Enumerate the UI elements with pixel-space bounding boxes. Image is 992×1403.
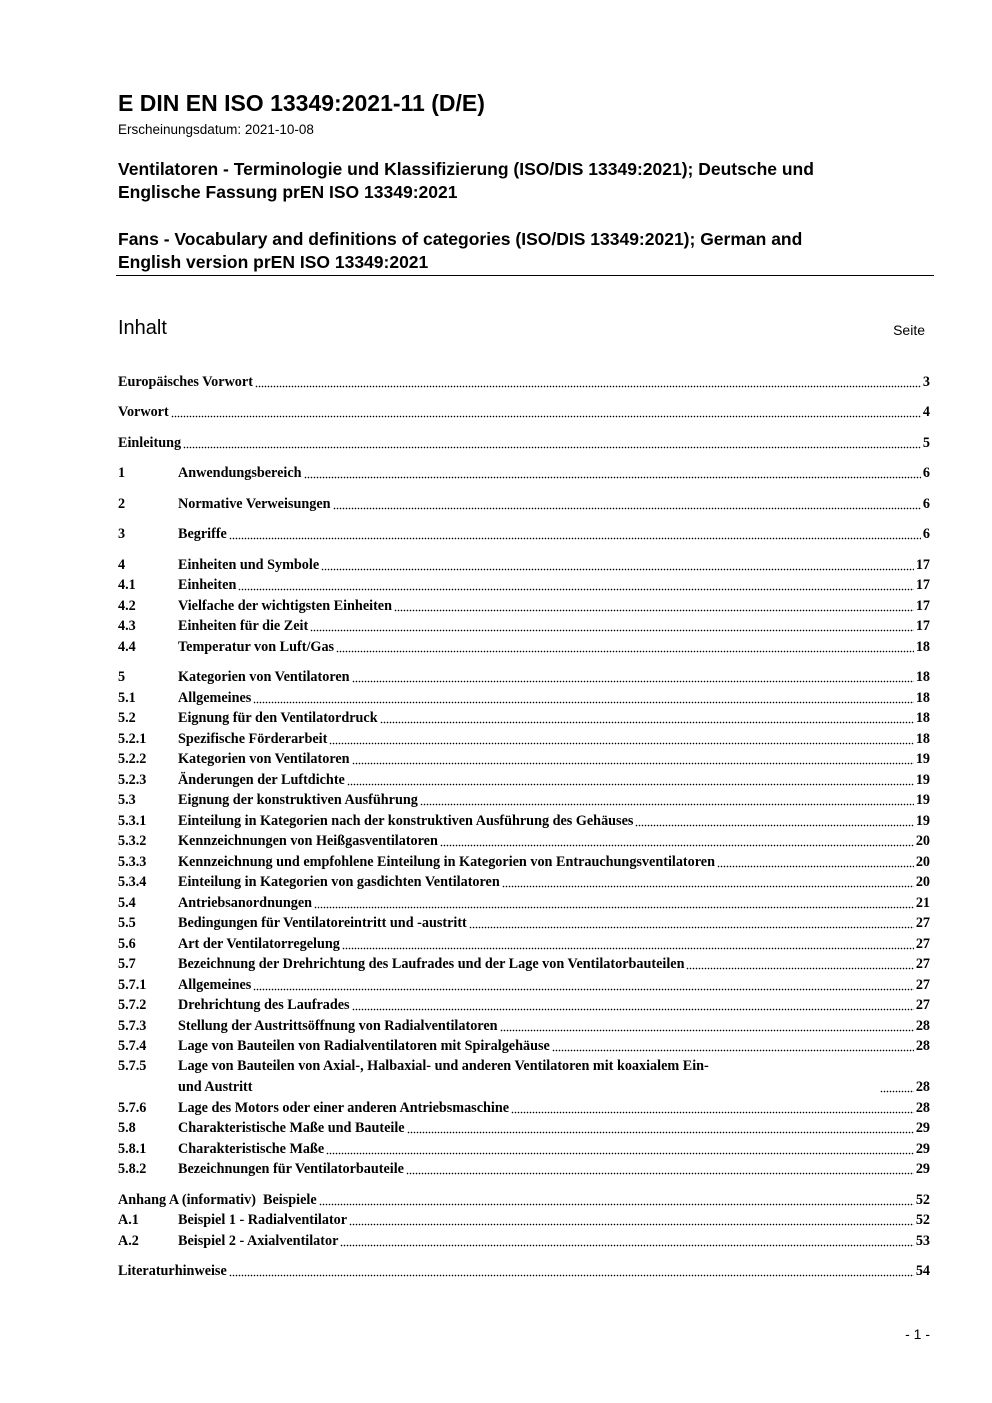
toc-entry[interactable] xyxy=(118,1261,930,1282)
toc-entry-page: 27 xyxy=(915,997,930,1013)
toc-entry-title: Allgemeines xyxy=(178,976,252,993)
toc-entry[interactable] xyxy=(118,667,930,688)
toc-entry-number: 3 xyxy=(118,526,126,542)
toc-entry-number: 5.7.4 xyxy=(118,1038,147,1054)
toc-entry-title: Literaturhinweise xyxy=(118,1263,227,1279)
toc-entry[interactable] xyxy=(118,1036,930,1057)
toc-entry-number: A.2 xyxy=(118,1232,139,1249)
toc-entry-title: Beispiel 2 - Axialventilator xyxy=(178,1232,339,1249)
toc-entry-page: 28 xyxy=(915,1017,930,1034)
toc-entry-number: 5.3.4 xyxy=(118,874,147,890)
toc-entry[interactable] xyxy=(118,595,930,616)
toc-entry-page: 20 xyxy=(915,833,930,849)
toc-entry[interactable] xyxy=(118,575,930,596)
toc-dot-leader xyxy=(880,1079,914,1093)
toc-dot-leader xyxy=(500,1018,914,1032)
toc-dot-leader xyxy=(352,751,914,765)
toc-dot-leader xyxy=(326,1141,914,1155)
toc-entry-number: A.1 xyxy=(118,1212,139,1228)
toc-entry[interactable] xyxy=(118,954,930,975)
toc-entry-page: 18 xyxy=(915,730,930,747)
toc-dot-leader xyxy=(406,1161,914,1175)
toc-entry-page: 18 xyxy=(915,638,930,655)
toc-page-column-label: Seite xyxy=(893,322,925,338)
toc-entry[interactable] xyxy=(118,636,930,657)
title-english xyxy=(118,228,938,274)
toc-entry-page: 27 xyxy=(915,956,930,972)
toc-dot-leader xyxy=(349,1212,914,1226)
toc-entry-page: 6 xyxy=(922,465,930,481)
toc-entry-number: 1 xyxy=(118,465,126,481)
toc-entry-number: 4.1 xyxy=(118,577,136,593)
toc-entry-title: Kategorien von Ventilatoren xyxy=(178,751,350,767)
toc-entry-number: 5.7 xyxy=(118,956,136,972)
toc-heading: Inhalt xyxy=(118,317,167,339)
toc-entry-title: Antriebsanordnungen xyxy=(178,894,313,911)
toc-entry-page: 18 xyxy=(915,710,930,726)
toc-entry-number: 5.3 xyxy=(118,792,136,808)
toc-entry[interactable] xyxy=(118,1210,930,1231)
toc-entry-page: 4 xyxy=(922,404,930,420)
toc-entry-page: 28 xyxy=(915,1038,930,1054)
toc-entry[interactable] xyxy=(118,728,930,749)
toc-entry[interactable] xyxy=(118,790,930,811)
toc-entry[interactable] xyxy=(118,708,930,729)
toc-entry-title: Einteilung in Kategorien von gasdichten Ventilatoren xyxy=(178,874,500,890)
toc-entry-number: 5.3.2 xyxy=(118,833,147,849)
toc-entry-title: Bezeichnung der Drehrichtung des Laufrades und der Lage von Ventilatorbauteilen xyxy=(178,956,685,972)
toc-entry[interactable] xyxy=(118,1118,930,1139)
toc-entry-page: 20 xyxy=(915,874,930,890)
toc-dot-leader xyxy=(347,772,914,786)
toc-entry-number: 5.3.1 xyxy=(118,812,147,829)
toc-dot-leader xyxy=(321,557,914,571)
toc-dot-leader xyxy=(229,1263,914,1277)
toc-entry-title: Charakteristische Maße und Bauteile xyxy=(178,1120,405,1136)
toc-entry-number: 4.4 xyxy=(118,638,136,655)
toc-dot-leader xyxy=(255,374,921,388)
toc-entry[interactable] xyxy=(118,1056,930,1097)
toc-entry-title: Allgemeines xyxy=(178,689,252,706)
toc-entry-page: 19 xyxy=(915,751,930,767)
toc-entry-page: 19 xyxy=(915,812,930,829)
toc-entry-title: Lage von Bauteilen von Radialventilatoren mit Spiralgehäuse xyxy=(178,1038,550,1054)
toc-entry[interactable] xyxy=(118,493,930,514)
toc-entry-title: Einleitung xyxy=(118,434,182,451)
toc-dot-leader xyxy=(333,496,921,510)
toc-entry-number: 5.7.3 xyxy=(118,1017,147,1034)
toc-entry[interactable] xyxy=(118,371,930,392)
toc-entry-page: 6 xyxy=(922,526,930,542)
toc-dot-leader xyxy=(552,1038,914,1052)
toc-entry[interactable] xyxy=(118,687,930,708)
toc-entry-page: 53 xyxy=(915,1232,930,1249)
toc-entry-page: 28 xyxy=(915,1079,930,1095)
page-number: - 1 - xyxy=(905,1326,930,1342)
toc-entry-page: 29 xyxy=(915,1120,930,1136)
toc-entry-title: Begriffe xyxy=(178,526,227,542)
toc-entry-title: Kennzeichnungen von Heißgasventilatoren xyxy=(178,833,438,849)
toc-entry-title: Kategorien von Ventilatoren xyxy=(178,669,350,685)
toc-entry-page: 54 xyxy=(915,1263,930,1279)
toc-entry[interactable] xyxy=(118,1230,930,1251)
toc-dot-leader xyxy=(314,895,914,909)
toc-dot-leader xyxy=(238,577,913,591)
toc-entry-number: 5.4 xyxy=(118,894,136,911)
toc-entry-number: 5 xyxy=(118,669,126,685)
toc-entry-title: Lage des Motors oder einer anderen Antriebsmaschine xyxy=(178,1099,510,1116)
toc-entry-title: Anwendungsbereich xyxy=(178,465,302,481)
toc-entry[interactable] xyxy=(118,402,930,423)
toc-entry-title: Charakteristische Maße xyxy=(178,1140,325,1157)
toc-dot-leader xyxy=(394,598,914,612)
toc-entry[interactable] xyxy=(118,1015,930,1036)
toc-entry-title: Einteilung in Kategorien nach der konstruktiven Ausführung des Gehäuses xyxy=(178,812,634,829)
toc-entry-title: Kennzeichnung und empfohlene Einteilung in Kategorien von Entrauchungsventilatoren xyxy=(178,853,715,870)
toc-entry-title: Europäisches Vorwort xyxy=(118,373,253,390)
toc-entry-title: Normative Verweisungen xyxy=(178,495,331,512)
toc-entry-page: 29 xyxy=(915,1161,930,1177)
toc-dot-leader xyxy=(717,854,914,868)
toc-entry-title: Bezeichnungen für Ventilatorbauteile xyxy=(178,1161,404,1177)
toc-dot-leader xyxy=(342,936,914,950)
toc-dot-leader xyxy=(420,792,914,806)
toc-entry-title xyxy=(178,1056,878,1097)
table-of-contents xyxy=(118,371,930,1281)
toc-entry-title: Änderungen der Luftdichte xyxy=(178,771,345,788)
toc-dot-leader xyxy=(329,731,913,745)
toc-entry[interactable] xyxy=(118,974,930,995)
title-german-line-1: Ventilatoren - Terminologie und Klassifizierung (ISO/DIS 13349:2021); Deutsche und xyxy=(118,159,814,179)
toc-entry-number: 5.7.1 xyxy=(118,976,147,993)
toc-entry[interactable] xyxy=(118,1189,930,1210)
toc-entry-title: Vielfache der wichtigsten Einheiten xyxy=(178,597,392,614)
toc-entry-number: 5.7.5 xyxy=(118,1058,147,1074)
toc-entry-number: 5.1 xyxy=(118,689,136,706)
toc-entry-title: Einheiten und Symbole xyxy=(178,556,320,573)
toc-entry[interactable] xyxy=(118,913,930,934)
toc-entry-title: Eignung der konstruktiven Ausführung xyxy=(178,792,418,808)
toc-entry-page: 29 xyxy=(915,1140,930,1157)
toc-entry-page: 17 xyxy=(915,577,930,593)
toc-entry-page: 18 xyxy=(915,669,930,685)
toc-entry-number: 2 xyxy=(118,495,126,512)
toc-entry-number: 5.8.1 xyxy=(118,1140,147,1157)
toc-entry-title-line-1: Lage von Bauteilen von Axial-, Halbaxial- und anderen Ventilatoren mit koaxialem Ein- xyxy=(178,1058,709,1074)
toc-entry[interactable] xyxy=(118,769,930,790)
toc-entry-page: 3 xyxy=(922,373,930,390)
toc-entry[interactable] xyxy=(118,524,930,545)
toc-entry-page: 20 xyxy=(915,853,930,870)
toc-entry-number: 5.8 xyxy=(118,1120,136,1136)
toc-entry-number: 4.2 xyxy=(118,597,136,614)
toc-dot-leader xyxy=(511,1100,914,1114)
toc-dot-leader xyxy=(407,1120,914,1134)
toc-dot-leader xyxy=(304,465,921,479)
toc-entry[interactable] xyxy=(118,554,930,575)
toc-entry[interactable] xyxy=(118,432,930,453)
header-divider xyxy=(116,275,934,276)
toc-entry-number: 5.7.2 xyxy=(118,997,147,1013)
toc-entry-page: 18 xyxy=(915,689,930,706)
toc-entry[interactable] xyxy=(118,749,930,770)
toc-entry-title: Einheiten für die Zeit xyxy=(178,618,309,634)
toc-entry-page: 27 xyxy=(915,976,930,993)
toc-entry[interactable] xyxy=(118,831,930,852)
toc-entry-title-line-2: und Austritt xyxy=(178,1078,253,1095)
toc-entry-page: 27 xyxy=(915,935,930,952)
toc-entry-page: 21 xyxy=(915,894,930,911)
toc-entry-number: 5.2.3 xyxy=(118,771,147,788)
toc-entry-number: 5.3.3 xyxy=(118,853,147,870)
toc-entry-number: 5.5 xyxy=(118,915,136,931)
toc-entry[interactable] xyxy=(118,933,930,954)
toc-dot-leader xyxy=(340,1233,913,1247)
toc-entry-title: Beispiel 1 - Radialventilator xyxy=(178,1212,348,1228)
toc-entry-page: 6 xyxy=(922,495,930,512)
toc-entry-page: 5 xyxy=(922,434,930,451)
toc-entry-number: 4 xyxy=(118,556,126,573)
toc-entry-number: 5.8.2 xyxy=(118,1161,147,1177)
title-english-line-1: Fans - Vocabulary and definitions of categories (ISO/DIS 13349:2021); German and xyxy=(118,229,803,249)
toc-dot-leader xyxy=(502,874,914,888)
toc-dot-leader xyxy=(686,956,913,970)
toc-entry-page: 52 xyxy=(915,1212,930,1228)
toc-entry-title: Eignung für den Ventilatordruck xyxy=(178,710,378,726)
toc-entry-number: 5.6 xyxy=(118,935,136,952)
toc-dot-leader xyxy=(469,915,914,929)
toc-entry-title: Stellung der Austrittsöffnung von Radialventilatoren xyxy=(178,1017,498,1034)
toc-entry[interactable] xyxy=(118,463,930,484)
toc-entry[interactable] xyxy=(118,1138,930,1159)
toc-entry-page: 28 xyxy=(915,1099,930,1116)
toc-entry-number: 4.3 xyxy=(118,618,136,634)
toc-entry-title: Vorwort xyxy=(118,404,169,420)
title-english-line-2: English version prEN ISO 13349:2021 xyxy=(118,252,429,272)
title-german-line-2: Englische Fassung prEN ISO 13349:2021 xyxy=(118,182,458,202)
toc-dot-leader xyxy=(319,1192,914,1206)
toc-entry-page: 19 xyxy=(915,792,930,808)
toc-entry[interactable] xyxy=(118,851,930,872)
toc-entry-page: 52 xyxy=(915,1191,930,1208)
toc-entry[interactable] xyxy=(118,892,930,913)
toc-entry[interactable] xyxy=(118,1097,930,1118)
toc-entry[interactable] xyxy=(118,995,930,1016)
toc-entry[interactable] xyxy=(118,1159,930,1180)
toc-entry-number: 5.7.6 xyxy=(118,1099,147,1116)
toc-dot-leader xyxy=(336,639,914,653)
toc-entry-number: 5.2 xyxy=(118,710,136,726)
toc-entry-title: Temperatur von Luft/Gas xyxy=(178,638,335,655)
title-german xyxy=(118,158,938,204)
toc-entry-number: 5.2.2 xyxy=(118,751,147,767)
document-id: E DIN EN ISO 13349:2021-11 (D/E) xyxy=(118,90,485,116)
toc-dot-leader xyxy=(352,997,914,1011)
toc-entry-page: 17 xyxy=(915,597,930,614)
toc-entry-title: Anhang A (informativ) Beispiele xyxy=(118,1191,317,1208)
toc-dot-leader xyxy=(171,404,921,418)
toc-entry-title: Art der Ventilatorregelung xyxy=(178,935,340,952)
toc-entry[interactable] xyxy=(118,616,930,637)
toc-entry-title: Bedingungen für Ventilatoreintritt und -austritt xyxy=(178,915,467,931)
toc-entry-page: 19 xyxy=(915,771,930,788)
toc-dot-leader xyxy=(183,435,921,449)
toc-entry-title: Drehrichtung des Laufrades xyxy=(178,997,350,1013)
toc-entry-number: 5.2.1 xyxy=(118,730,147,747)
toc-dot-leader xyxy=(253,977,914,991)
toc-entry-title: Einheiten xyxy=(178,577,237,593)
toc-entry-page: 27 xyxy=(915,915,930,931)
toc-entry-page: 17 xyxy=(915,556,930,573)
toc-entry-title: Spezifische Förderarbeit xyxy=(178,730,328,747)
toc-dot-leader xyxy=(635,813,913,827)
toc-dot-leader xyxy=(229,526,921,540)
publication-date: Erscheinungsdatum: 2021-10-08 xyxy=(118,122,314,137)
toc-entry[interactable] xyxy=(118,872,930,893)
toc-dot-leader xyxy=(352,669,914,683)
toc-dot-leader xyxy=(440,833,914,847)
toc-dot-leader xyxy=(380,710,914,724)
toc-entry-page: 17 xyxy=(915,618,930,634)
toc-entry[interactable] xyxy=(118,810,930,831)
toc-dot-leader xyxy=(253,690,914,704)
toc-dot-leader xyxy=(310,618,914,632)
